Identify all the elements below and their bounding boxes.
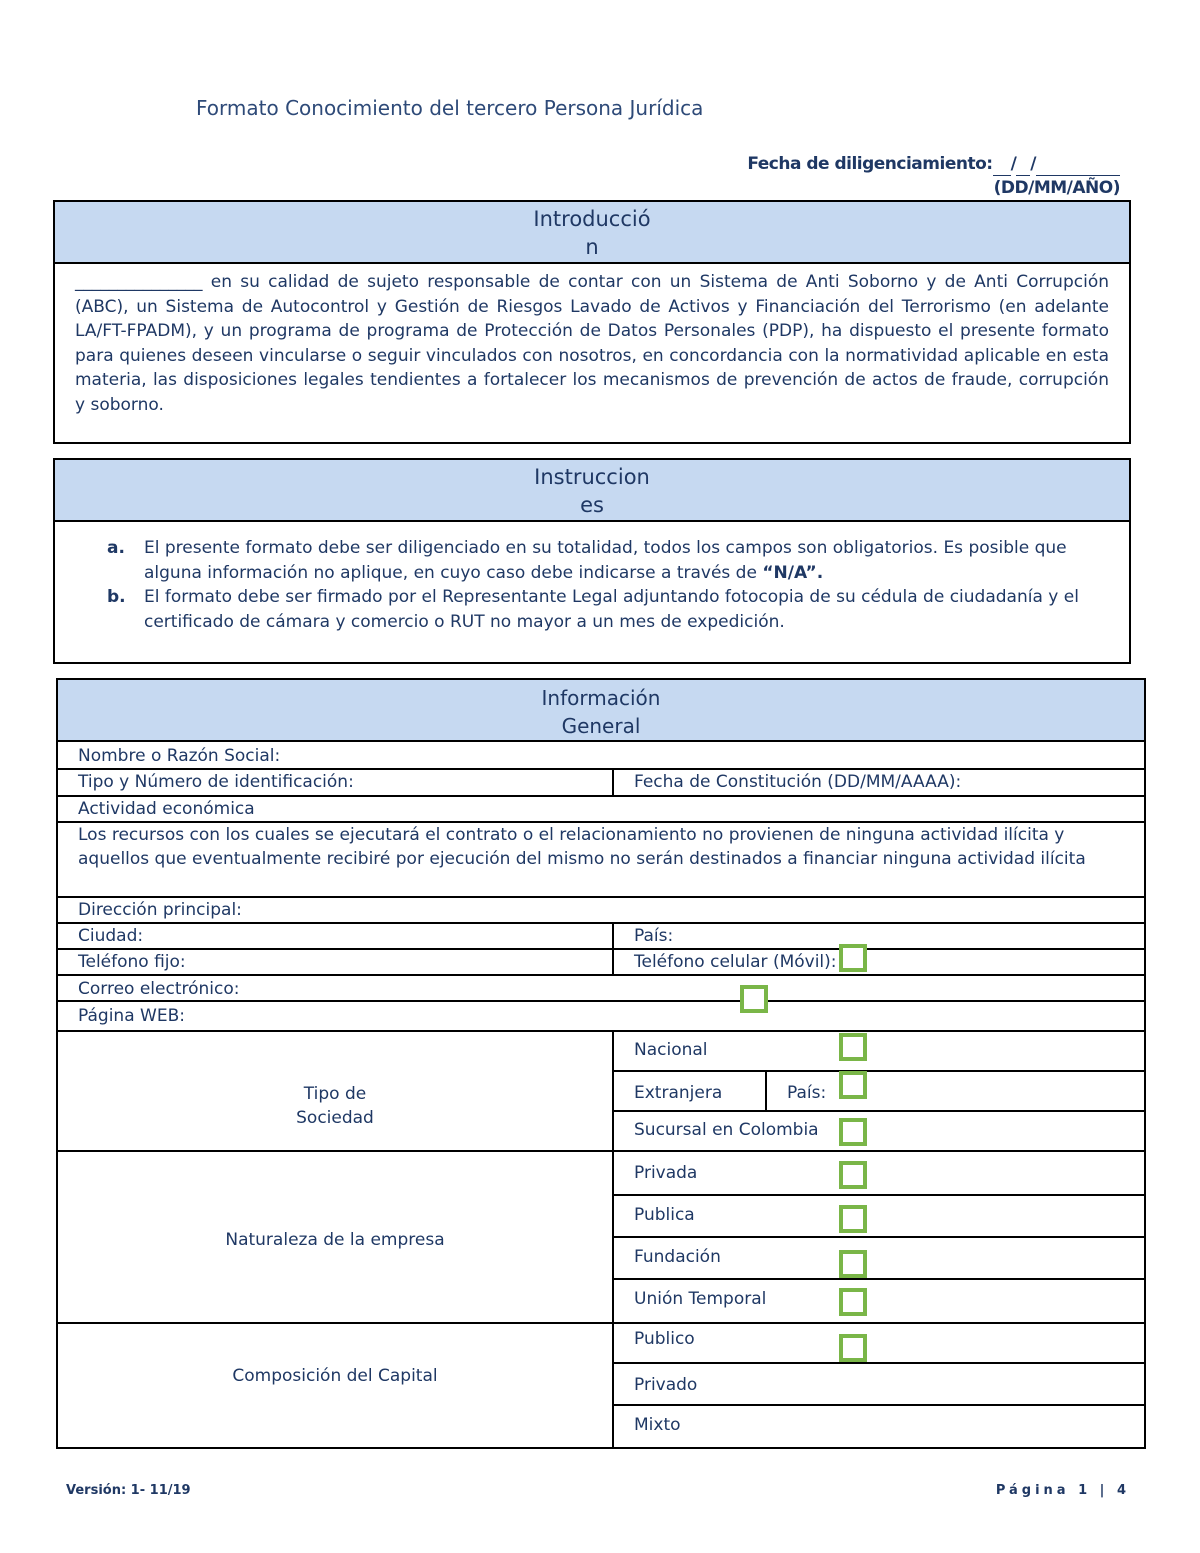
option-privada: Privada (634, 1163, 698, 1183)
checkbox-fundacion[interactable] (839, 1250, 867, 1278)
option-union-temporal: Unión Temporal (634, 1289, 767, 1309)
instructions-header: Instruccion es (55, 460, 1129, 522)
fecha-label: Fecha de diligenciamiento: (747, 154, 993, 174)
checkbox-sucursal[interactable] (839, 1118, 867, 1146)
telefono-fijo-field[interactable]: Teléfono fijo: (78, 952, 186, 972)
list-item: a. El presente formato debe ser diligenciado en su totalidad, todos los campos son obligatorios. Es posible que alguna información no aplique, en cuyo caso debe indicarse a través de “N/A”. (107, 538, 1067, 583)
fecha-constitucion[interactable]: Fecha de Constitución (DD/MM/AAAA): (634, 772, 962, 792)
general-info-header: Información General (58, 680, 1144, 742)
list-item: b. El formato debe ser firmado por el Representante Legal adjuntando fotocopia de su cédula de ciudadanía y el certificado de cámara y comercio o RUT no mayor a un mes de expedición. (107, 587, 1079, 632)
option-publico: Publico (634, 1329, 695, 1349)
actividad-economica[interactable]: Actividad económica (78, 799, 255, 819)
fecha-format: (DD/MM/AÑO) (993, 178, 1120, 198)
option-mixto: Mixto (634, 1415, 681, 1435)
fecha-diligenciamiento: Fecha de diligenciamiento: / / (DD/MM/AÑO) (747, 154, 1120, 198)
intro-blank: _______________ (75, 272, 203, 292)
tipo-numero-identificacion[interactable]: Tipo y Número de identificación: (78, 772, 354, 792)
naturaleza-empresa-label: Naturaleza de la empresa (225, 1230, 445, 1250)
checkbox-union-temporal[interactable] (839, 1288, 867, 1316)
option-privado: Privado (634, 1375, 698, 1395)
checkbox-privada[interactable] (839, 1161, 867, 1189)
nombre-razon-social[interactable]: Nombre o Razón Social: (78, 746, 281, 766)
tipo-sociedad-label: Tipo de Sociedad (296, 1084, 374, 1128)
pais-field[interactable]: País: (634, 926, 674, 946)
correo-electronico-field[interactable]: Correo electrónico: (78, 979, 240, 999)
document-title: Formato Conocimiento del tercero Persona Jurídica (196, 96, 704, 120)
pagina-web-field[interactable]: Página WEB: (78, 1006, 185, 1026)
checkbox-correo[interactable] (740, 985, 768, 1013)
composicion-capital-label: Composición del Capital (232, 1366, 438, 1386)
checkbox-extranjera[interactable] (839, 1071, 867, 1099)
telefono-celular-field[interactable]: Teléfono celular (Móvil): (634, 952, 837, 972)
recursos-declaracion: Los recursos con los cuales se ejecutará el contrato o el relacionamiento no provienen de ninguna actividad ilícita y aquellos que eventualmente recibiré por ejecución del mismo no serán destinados a financiar ninguna actividad ilícita (78, 825, 1086, 869)
option-publica: Publica (634, 1205, 695, 1225)
option-sucursal-colombia: Sucursal en Colombia (634, 1120, 819, 1140)
intro-section (53, 200, 1131, 444)
intro-text: _______________ en su calidad de sujeto responsable de contar con un Sistema de Anti Soborno y de Anti Corrupción (ABC), un Sistema de Autocontrol y Gestión de Riesgos Lavado de Activos y Financiación del Terrorismo (en adelante LA/FT-FPADM), y un programa de programa de Protección de Datos Personales (PDP), ha dispuesto el presente formato para quienes deseen vincularse o seguir vinculados con nosotros, en concordancia con la normatividad aplicable en esta materia, las disposiciones legales tendientes a fortalecer los mecanismos de prevención de actos de fraude, corrupción y soborno. (75, 272, 1109, 415)
extranjera-pais-field[interactable]: País: (787, 1083, 827, 1103)
fecha-month-field[interactable] (1016, 158, 1030, 176)
fecha-day-field[interactable] (993, 158, 1011, 176)
option-nacional: Nacional (634, 1040, 708, 1060)
option-extranjera: Extranjera (634, 1083, 723, 1103)
instructions-list (55, 522, 1129, 634)
general-info-section (56, 678, 1146, 1449)
intro-header: Introducció n (55, 202, 1129, 264)
option-fundacion: Fundación (634, 1247, 721, 1267)
checkbox-publico[interactable] (839, 1334, 867, 1362)
checkbox-publica[interactable] (839, 1205, 867, 1233)
direccion-principal[interactable]: Dirección principal: (78, 900, 242, 920)
footer-version: Versión: 1- 11/19 (66, 1483, 191, 1498)
fecha-year-field[interactable] (1036, 158, 1120, 176)
checkbox-telefono-celular[interactable] (839, 944, 867, 972)
footer-page-number: Página 1 | 4 (995, 1483, 1130, 1498)
instructions-section (53, 458, 1131, 664)
ciudad-field[interactable]: Ciudad: (78, 926, 144, 946)
checkbox-nacional[interactable] (839, 1033, 867, 1061)
